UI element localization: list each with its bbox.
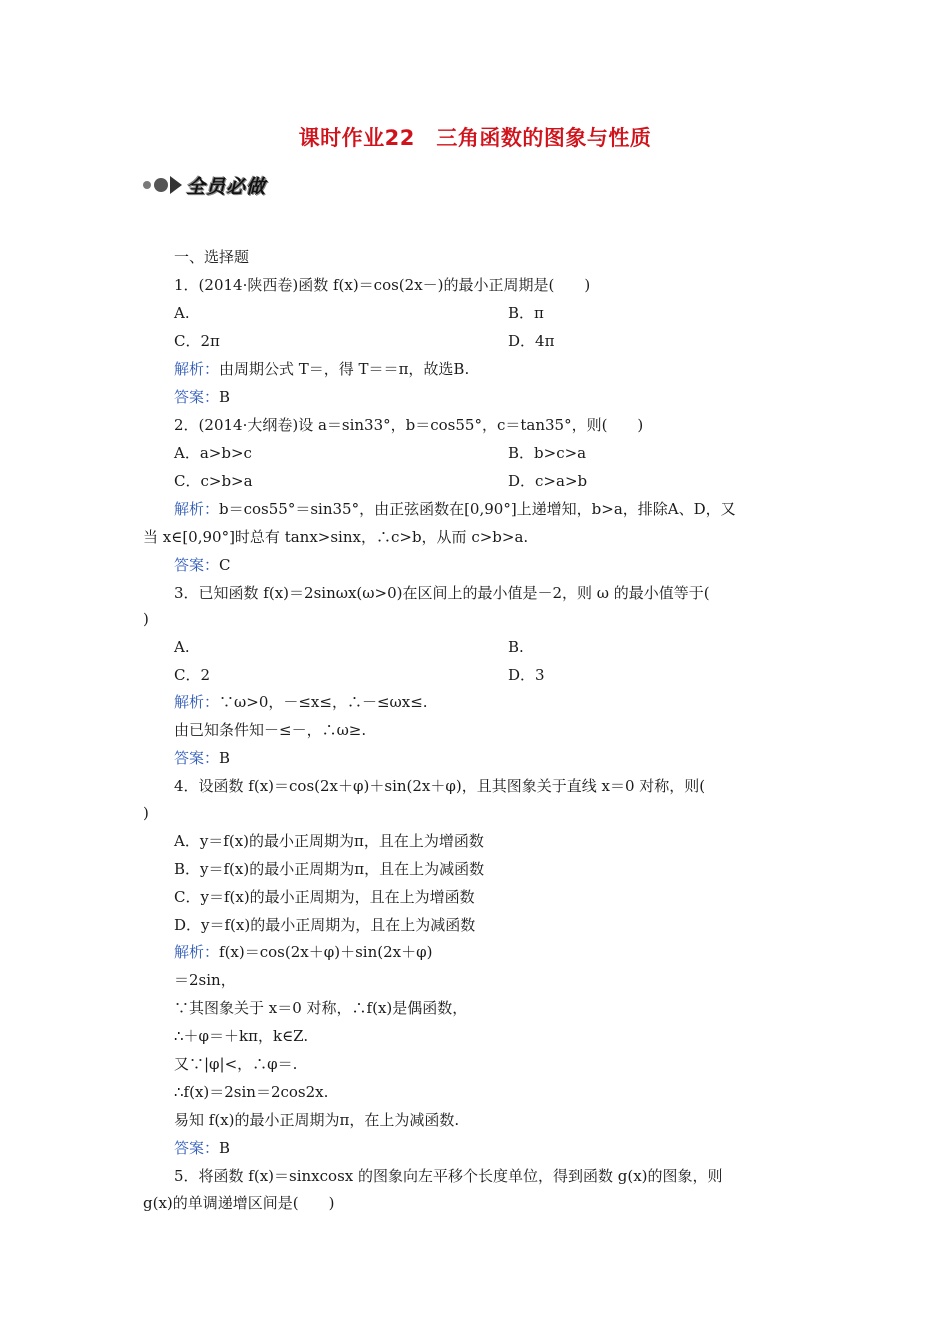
q3-option-c: C．2 — [174, 666, 211, 684]
q1-option-b: B．π — [508, 304, 544, 322]
q2-answer — [174, 555, 231, 575]
dot-big-icon — [154, 178, 168, 192]
q1-answer — [174, 387, 230, 407]
q2-stem: 2．(2014·大纲卷)设 a＝sin33°，b＝cos55°，c＝tan35°，则( ) — [174, 416, 644, 434]
answer-label: 答案： — [174, 749, 220, 767]
page-title: 课时作业22 三角函数的图象与性质 — [298, 126, 652, 150]
q3-analysis — [174, 692, 428, 712]
q4-analysis-6: ∴f(x)＝2sin＝2cos2x. — [174, 1083, 329, 1101]
q1-option-d: D．4π — [508, 332, 555, 350]
q3-option-a: A. — [174, 638, 190, 656]
arrow-right-icon — [170, 176, 182, 194]
section-banner — [143, 172, 266, 198]
q3-stem-cont: ) — [143, 610, 149, 628]
q4-option-a: A．y＝f(x)的最小正周期为π，且在上为增函数 — [174, 832, 484, 850]
q4-analysis-2: ＝2sin， — [174, 971, 236, 989]
q2-analysis-cont: 当 x∈[0,90°]时总有 tanx>sinx，∴c>b，从而 c>b>a. — [143, 528, 529, 546]
q5-stem-cont: g(x)的单调递增区间是( ) — [143, 1194, 335, 1212]
q4-analysis-5: 又∵|φ|<，∴φ＝. — [174, 1055, 298, 1073]
answer-label: 答案： — [174, 556, 220, 574]
q3-stem: 3．已知函数 f(x)＝2sinωx(ω>0)在区间上的最小值是－2，则 ω 的最小值等于( — [174, 584, 710, 602]
q1-option-a: A. — [174, 304, 190, 322]
q4-analysis-3: ∵其图象关于 x＝0 对称，∴f(x)是偶函数， — [174, 999, 468, 1017]
q2-option-d: D．c>a>b — [508, 472, 588, 490]
q4-stem-cont: ) — [143, 804, 149, 822]
analysis-text: ∵ω>0，－≤x≤，∴－≤ωx≤. — [219, 693, 428, 711]
answer-label: 答案： — [174, 388, 220, 406]
q2-option-a: A．a>b>c — [174, 444, 252, 462]
q4-analysis-4: ∴＋φ＝＋kπ，k∈Z. — [174, 1027, 309, 1045]
q4-option-c: C．y＝f(x)的最小正周期为，且在上为增函数 — [174, 888, 475, 906]
analysis-text: f(x)＝cos(2x＋φ)＋sin(2x＋φ) — [219, 943, 433, 961]
q3-analysis-cont: 由已知条件知－≤－，∴ω≥. — [174, 721, 367, 739]
q4-analysis — [174, 942, 432, 962]
q4-option-b: B．y＝f(x)的最小正周期为π，且在上为减函数 — [174, 860, 485, 878]
q2-option-c: C．c>b>a — [174, 472, 253, 490]
q1-stem: 1．(2014·陕西卷)函数 f(x)＝cos(2x－)的最小正周期是( ) — [174, 276, 591, 294]
q3-option-b: B. — [508, 638, 524, 656]
q2-option-b: B．b>c>a — [508, 444, 587, 462]
q3-answer — [174, 748, 230, 768]
analysis-label: 解析： — [174, 500, 220, 518]
q1-analysis — [174, 359, 469, 379]
answer-text: C — [219, 556, 231, 574]
analysis-text: 由周期公式 T＝，得 T＝＝π，故选B. — [219, 360, 470, 378]
section-heading: 一、选择题 — [174, 248, 250, 266]
q4-analysis-7: 易知 f(x)的最小正周期为π，在上为减函数. — [174, 1111, 460, 1129]
analysis-label: 解析： — [174, 360, 220, 378]
section-banner-label: 全员必做 — [186, 175, 267, 198]
dot-small-icon — [143, 181, 151, 189]
analysis-text: b＝cos55°＝sin35°，由正弦函数在[0,90°]上递增知，b>a，排除A、D，又 — [219, 500, 736, 518]
q2-analysis — [174, 499, 736, 519]
q4-stem: 4．设函数 f(x)＝cos(2x＋φ)＋sin(2x＋φ)，且其图象关于直线 x＝0 对称，则( — [174, 777, 706, 795]
answer-label: 答案： — [174, 1139, 220, 1157]
q1-option-c: C．2π — [174, 332, 220, 350]
analysis-label: 解析： — [174, 943, 220, 961]
q4-answer — [174, 1138, 230, 1158]
q3-option-d: D．3 — [508, 666, 545, 684]
answer-text: B — [219, 1139, 231, 1157]
analysis-label: 解析： — [174, 693, 220, 711]
q4-option-d: D．y＝f(x)的最小正周期为，且在上为减函数 — [174, 916, 476, 934]
answer-text: B — [219, 749, 231, 767]
answer-text: B — [219, 388, 231, 406]
q5-stem: 5．将函数 f(x)＝sinxcosx 的图象向左平移个长度单位，得到函数 g(x)的图象，则 — [174, 1167, 723, 1185]
